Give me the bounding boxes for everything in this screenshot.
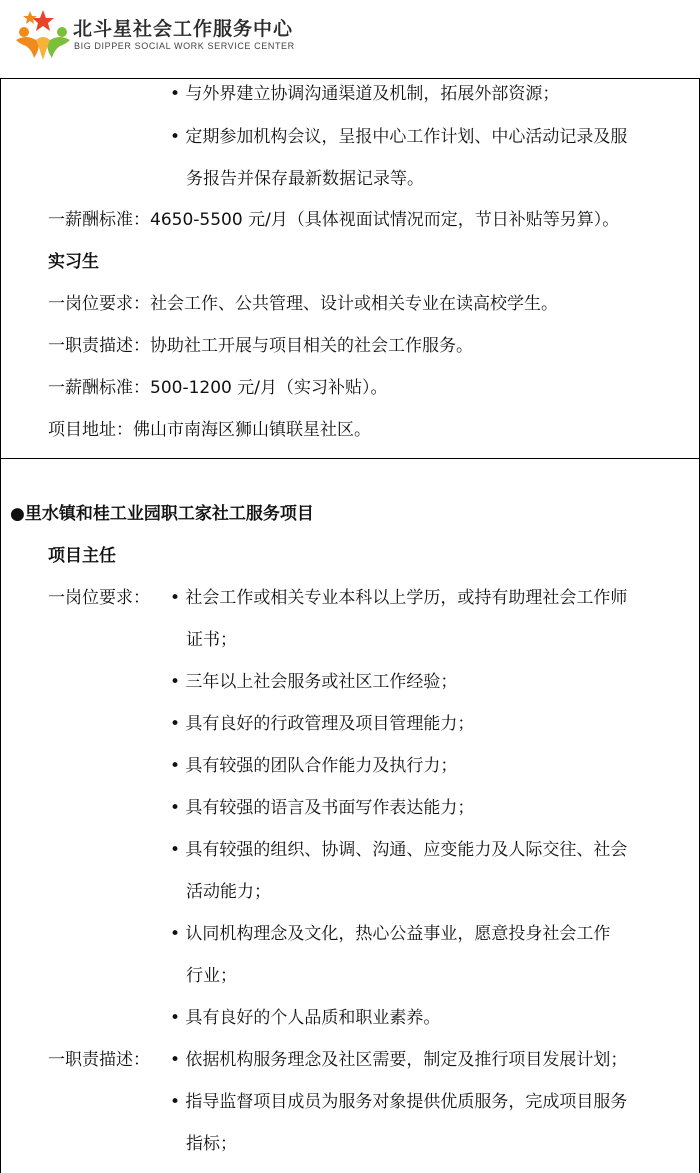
duties-label: 一职责描述： [48, 1050, 150, 1070]
req-item: • 具有较强的团队合作能力及执行力； [170, 756, 458, 776]
salary-standard: 一薪酬标准：4650-5500 元/月（具体视面试情况而定，节日补贴等另算）。 [48, 210, 620, 230]
brand-name-cn: 北斗星社会工作服务中心 [73, 18, 294, 40]
duty-item: • 依据机构服务理念及社区需要，制定及推行项目发展计划； [170, 1050, 628, 1070]
duty-item: • 指导监督项目成员为服务对象提供优质服务，完成项目服务 [170, 1092, 628, 1112]
req-item: • 认同机构理念及文化，热心公益事业，愿意投身社会工作 [170, 924, 611, 944]
duty-item: 指标； [186, 1134, 237, 1154]
req-item: • 社会工作或相关专业本科以上学历，或持有助理社会工作师 [170, 588, 628, 608]
requirements-label: 一岗位要求： [48, 588, 150, 608]
bullet-external-resources: • 与外界建立协调沟通渠道及机制，拓展外部资源； [170, 84, 560, 104]
req-item: • 具有较强的语言及书面写作表达能力； [170, 798, 475, 818]
intern-duties: 一职责描述：协助社工开展与项目相关的社会工作服务。 [48, 336, 473, 356]
bullet-meetings-cont: 务报告并保存最新数据记录等。 [186, 169, 424, 189]
intern-requirements: 一岗位要求：社会工作、公共管理、设计或相关专业在读高校学生。 [48, 294, 558, 314]
req-item: • 具有良好的个人品质和职业素养。 [170, 1008, 441, 1028]
big-dipper-logo-icon [12, 6, 74, 62]
req-item: • 三年以上社会服务或社区工作经验； [170, 672, 458, 692]
req-item: 行业； [186, 966, 237, 986]
req-item: 证书； [186, 630, 237, 650]
brand-name-en: BIG DIPPER SOCIAL WORK SERVICE CENTER [74, 41, 295, 51]
req-item: • 具有良好的行政管理及项目管理能力； [170, 714, 475, 734]
intern-title: 实习生 [48, 252, 99, 272]
role-title: 项目主任 [48, 546, 116, 566]
intern-salary: 一薪酬标准：500-1200 元/月（实习补贴）。 [48, 378, 388, 398]
req-item: 活动能力； [186, 882, 271, 902]
bullet-meetings: • 定期参加机构会议，呈报中心工作计划、中心活动记录及服 [170, 127, 628, 147]
req-item: • 具有较强的组织、协调、沟通、应变能力及人际交往、社会 [170, 840, 628, 860]
page-header [0, 0, 700, 78]
project-address: 项目地址：佛山市南海区狮山镇联星社区。 [48, 420, 371, 440]
project-title: ●里水镇和桂工业园职工家社工服务项目 [10, 504, 314, 524]
